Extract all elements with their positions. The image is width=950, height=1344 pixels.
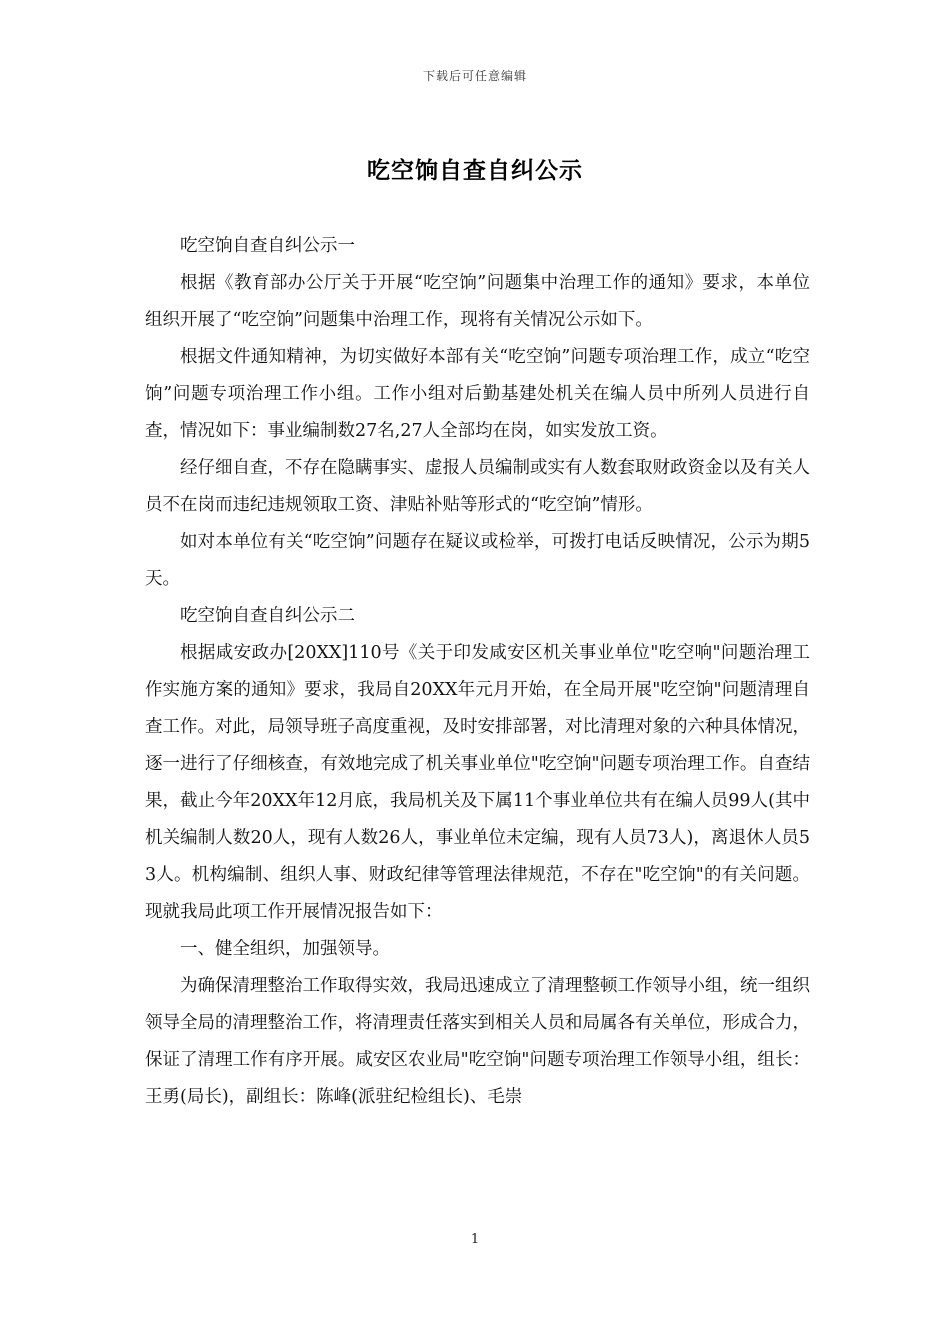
document-body — [145, 228, 810, 1116]
subheading-organization: 一、健全组织，加强领导。 — [180, 939, 390, 959]
section-heading-2: 吃空饷自查自纠公示二 — [180, 606, 355, 626]
page-number: 1 — [470, 1232, 480, 1247]
paragraph-leadership-group: 为确保清理整治工作取得实效，我局迅速成立了清理整顿工作领导小组，统一组织领导全局的清理整治工作，将清理责任落实到相关人员和局属各有关单位，形成合力，保证了清理工作有序开展。咸安区农业局"吃空饷"问题专项治理工作领导小组，组长：王勇(局长)，副组长：陈峰(派驻纪检组长)、毛崇 — [145, 976, 810, 1107]
paragraph-working-group: 根据文件通知精神，为切实做好本部有关“吃空饷”问题专项治理工作，成立“吃空饷”问题专项治理工作小组。工作小组对后勤基建处机关在编人员中所列人员进行自查，情况如下：事业编制数27名,27人全部均在岗，如实发放工资。 — [145, 347, 810, 441]
paragraph-self-check-result: 经仔细自查，不存在隐瞒事实、虚报人员编制或实有人数套取财政资金以及有关人员不在岗而违纪违规领取工资、津贴补贴等形式的“吃空饷”情形。 — [145, 458, 810, 515]
paragraph-xianan-report: 根据咸安政办[20XX]110号《关于印发咸安区机关事业单位"吃空响"问题治理工作实施方案的通知》要求，我局自20XX年元月开始，在全局开展"吃空饷"问题清理自查工作。对此，局领导班子高度重视，及时安排部署，对比清理对象的六种具体情况，逐一进行了仔细核查，有效地完成了机关事业单位"吃空饷"问题专项治理工作。自查结果，截止今年20XX年12月底，我局机关及下属11个事业单位共有在编人员99人(其中机关编制人数20人，现有人数26人，事业单位未定编，现有人员73人)，离退休人员53人。机构编制、组织人事、财政纪律等管理法律规范，不存在"吃空饷"的有关问题。现就我局此项工作开展情况报告如下： — [145, 643, 810, 922]
paragraph-report-contact: 如对本单位有关“吃空饷”问题存在疑议或检举，可拨打电话反映情况，公示为期5天。 — [145, 532, 810, 589]
section-heading-1: 吃空饷自查自纠公示一 — [180, 236, 355, 256]
paragraph-notice-basis: 根据《教育部办公厅关于开展“吃空饷”问题集中治理工作的通知》要求，本单位组织开展了“吃空饷”问题集中治理工作，现将有关情况公示如下。 — [145, 273, 810, 330]
header-note: 下载后可任意编辑 — [422, 69, 527, 83]
document-title: 吃空饷自查自纠公示 — [367, 158, 583, 184]
